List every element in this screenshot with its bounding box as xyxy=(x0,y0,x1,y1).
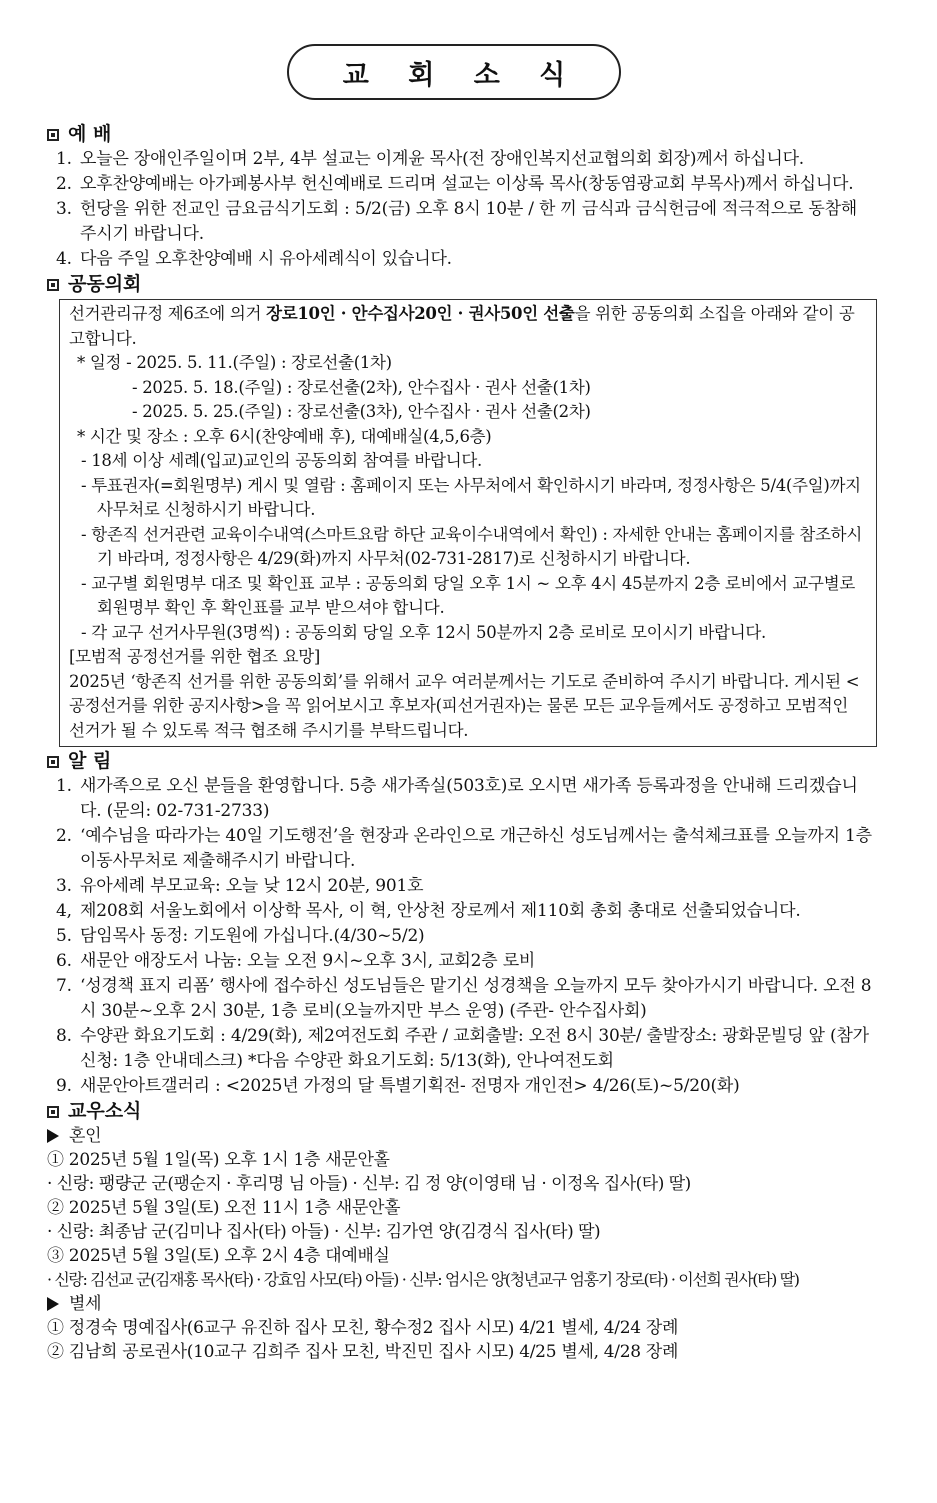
square-bullet-icon xyxy=(47,1106,59,1118)
list-item: 3. 헌당을 위한 전교인 금요금식기도회 : 5/2(금) 오후 8시 10분 / 한 끼 금식과 금식헌금에 적극적으로 동참해 주시기 바랍니다. xyxy=(56,199,858,244)
square-bullet-icon xyxy=(47,279,59,291)
members-news xyxy=(47,1124,877,1364)
death-entry: ② 김남희 공로권사(10교구 김희주 집사 모친, 박진민 집사 시모) 4/25 별세, 4/28 장례 xyxy=(47,1342,679,1362)
wedding-detail: · 신랑: 팽량군 군(팽순지 · 후리명 님 아들) · 신부: 김 정 양(이영태 님 · 이정옥 집사(타) 딸) xyxy=(47,1174,691,1194)
wedding-when: ③ 2025년 5월 3일(토) 오후 2시 4층 대예배실 xyxy=(47,1246,390,1266)
list-item: 2. 오후찬양예배는 아가페봉사부 헌신예배로 드리며 설교는 이상록 목사(창동염광교회 부목사)께서 하십니다. xyxy=(56,174,854,194)
assembly-note: - 항존직 선거관련 교육이수내역(스마트요람 하단 교육이수내역에서 확인) : 자세한 안내는 홈페이지를 참조하시기 바라며, 정정사항은 4/29(화)까지 사무처(02-731-2817)로 신청하시기 바랍니다. xyxy=(81,524,862,568)
section-worship-heading xyxy=(47,122,877,147)
square-bullet-icon xyxy=(47,756,59,768)
worship-list xyxy=(47,147,877,272)
triangle-bullet-icon xyxy=(47,1297,59,1311)
list-item: 3. 유아세례 부모교육: 오늘 낮 12시 20분, 901호 xyxy=(56,876,424,896)
assembly-note: - 투표권자(=회원명부) 게시 및 열람 : 홈페이지 또는 사무처에서 확인하시기 바라며, 정정사항은 5/4(주일)까지 사무처로 신청하시기 바랍니다. xyxy=(81,475,861,519)
list-item: 1. 새가족으로 오신 분들을 환영합니다. 5층 새가족실(503호)로 오시면 새가족 등록과정을 안내해 드리겠습니다. (문의: 02-731-2733) xyxy=(56,776,858,821)
section-title: 교우소식 xyxy=(68,1100,142,1122)
list-item: 1. 오늘은 장애인주일이며 2부, 4부 설교는 이계윤 목사(전 장애인복지선교협의회 회장)께서 하십니다. xyxy=(56,149,804,169)
assembly-note: - 교구별 회원명부 대조 및 확인표 교부 : 공동의회 당일 오후 1시 ~ 오후 4시 45분까지 2층 로비에서 교구별로 회원명부 확인 후 확인표를 교부 받으셔야 합니다. xyxy=(81,573,855,617)
notices-list xyxy=(47,774,877,1099)
cooperation-title: [모범적 공정선거를 위한 협조 요망] xyxy=(69,647,321,666)
wedding-detail: · 신랑: 최종남 군(김미나 집사(타) 아들) · 신부: 김가연 양(김경식 집사(타) 딸) xyxy=(47,1222,601,1242)
wedding-when: ② 2025년 5월 3일(토) 오전 11시 1층 새문안홀 xyxy=(47,1198,401,1218)
assembly-notice-box xyxy=(59,299,877,747)
list-item: 9. 새문안아트갤러리 : <2025년 가정의 달 특별기획전- 전명자 개인전> 4/26(토)~5/20(화) xyxy=(56,1076,740,1096)
section-title: 예 배 xyxy=(68,123,112,145)
list-item: 8. 수양관 화요기도회 : 4/29(화), 제2여전도회 주관 / 교회출발: 오전 8시 30분/ 출발장소: 광화문빌딩 앞 (참가신청: 1층 안내데스크) *다음 수양관 화요기도회: 5/13(화), 안나여전도회 xyxy=(56,1026,869,1071)
list-item: 5. 담임목사 동정: 기도원에 가십니다.(4/30~5/2) xyxy=(56,926,425,946)
list-item: 7. ‘성경책 표지 리폼’ 행사에 접수하신 성도님들은 맡기신 성경책을 오늘까지 모두 찾아가시기 바랍니다. 오전 8시 30분~오후 2시 30분, 1층 로비(오늘까지만 부스 운영) (주관- 안수집사회) xyxy=(56,976,872,1021)
wedding-detail: · 신랑: 김선교 군(김재홍 목사(타) · 강효임 사모(타) 아들) · 신부: 엄시은 양(청년교구 엄홍기 장로(타) · 이선희 권사(타) 딸) xyxy=(47,1270,799,1289)
schedule-line: * 일정 - 2025. 5. 11.(주일) : 장로선출(1차) xyxy=(77,353,392,372)
schedule-line: - 2025. 5. 18.(주일) : 장로선출(2차), 안수집사 · 권사 선출(1차) xyxy=(132,377,591,397)
time-place: * 시간 및 장소 : 오후 6시(찬양예배 후), 대예배실(4,5,6층) xyxy=(77,426,492,446)
section-members-heading xyxy=(47,1099,877,1124)
cooperation-text: 2025년 ‘항존직 선거를 위한 공동의회’를 위해서 교우 여러분께서는 기도로 준비하여 주시기 바랍니다. 게시된 <공정선거를 위한 공지사항>을 꼭 읽어보시고 후보자(피선거권자)는 물론 모든 교우들께서도 공정하고 모범적인 선거가 될 수 있도록 적극 협조해 주시기를 부탁드립니다. xyxy=(69,671,860,740)
death-entry: ① 정경숙 명예집사(6교구 유진하 집사 모친, 황수정2 집사 시모) 4/21 별세, 4/24 장례 xyxy=(47,1318,679,1338)
wedding-when: ① 2025년 5월 1일(목) 오후 1시 1층 새문안홀 xyxy=(47,1150,390,1170)
page-title: 교 회 소 식 xyxy=(287,44,621,100)
section-title: 공동의회 xyxy=(68,273,142,295)
section-assembly-heading xyxy=(47,272,877,297)
section-title: 알 림 xyxy=(68,750,112,772)
triangle-bullet-icon xyxy=(47,1129,59,1143)
death-heading: 별세 xyxy=(47,1292,877,1316)
assembly-note: - 18세 이상 세례(입교)교인의 공동의회 참여를 바랍니다. xyxy=(81,451,482,470)
section-notices-heading xyxy=(47,749,877,774)
list-item: 6. 새문안 애장도서 나눔: 오늘 오전 9시~오후 3시, 교회2층 로비 xyxy=(56,951,536,971)
wedding-heading: 혼인 xyxy=(47,1124,877,1148)
list-item: 2. ‘예수님을 따라가는 40일 기도행전’을 현장과 온라인으로 개근하신 성도님께서는 출석체크표를 오늘까지 1층 이동사무처로 제출해주시기 바랍니다. xyxy=(56,826,872,871)
square-bullet-icon xyxy=(47,129,59,141)
list-item: 4. 다음 주일 오후찬양예배 시 유아세례식이 있습니다. xyxy=(56,249,452,269)
assembly-intro: 선거관리규정 제6조에 의거 장로10인 · 안수집사20인 · 권사50인 선출을 위한 공동의회 소집을 아래와 같이 공고합니다. xyxy=(69,304,855,348)
list-item: 4, 제208회 서울노회에서 이상학 목사, 이 혁, 안상천 장로께서 제110회 총회 총대로 선출되었습니다. xyxy=(56,901,801,921)
assembly-note: - 각 교구 선거사무원(3명씩) : 공동의회 당일 오후 12시 50분까지 2층 로비로 모이시기 바랍니다. xyxy=(81,622,766,642)
schedule-line: - 2025. 5. 25.(주일) : 장로선출(3차), 안수집사 · 권사 선출(2차) xyxy=(132,402,591,421)
bulletin-body xyxy=(47,122,877,1364)
